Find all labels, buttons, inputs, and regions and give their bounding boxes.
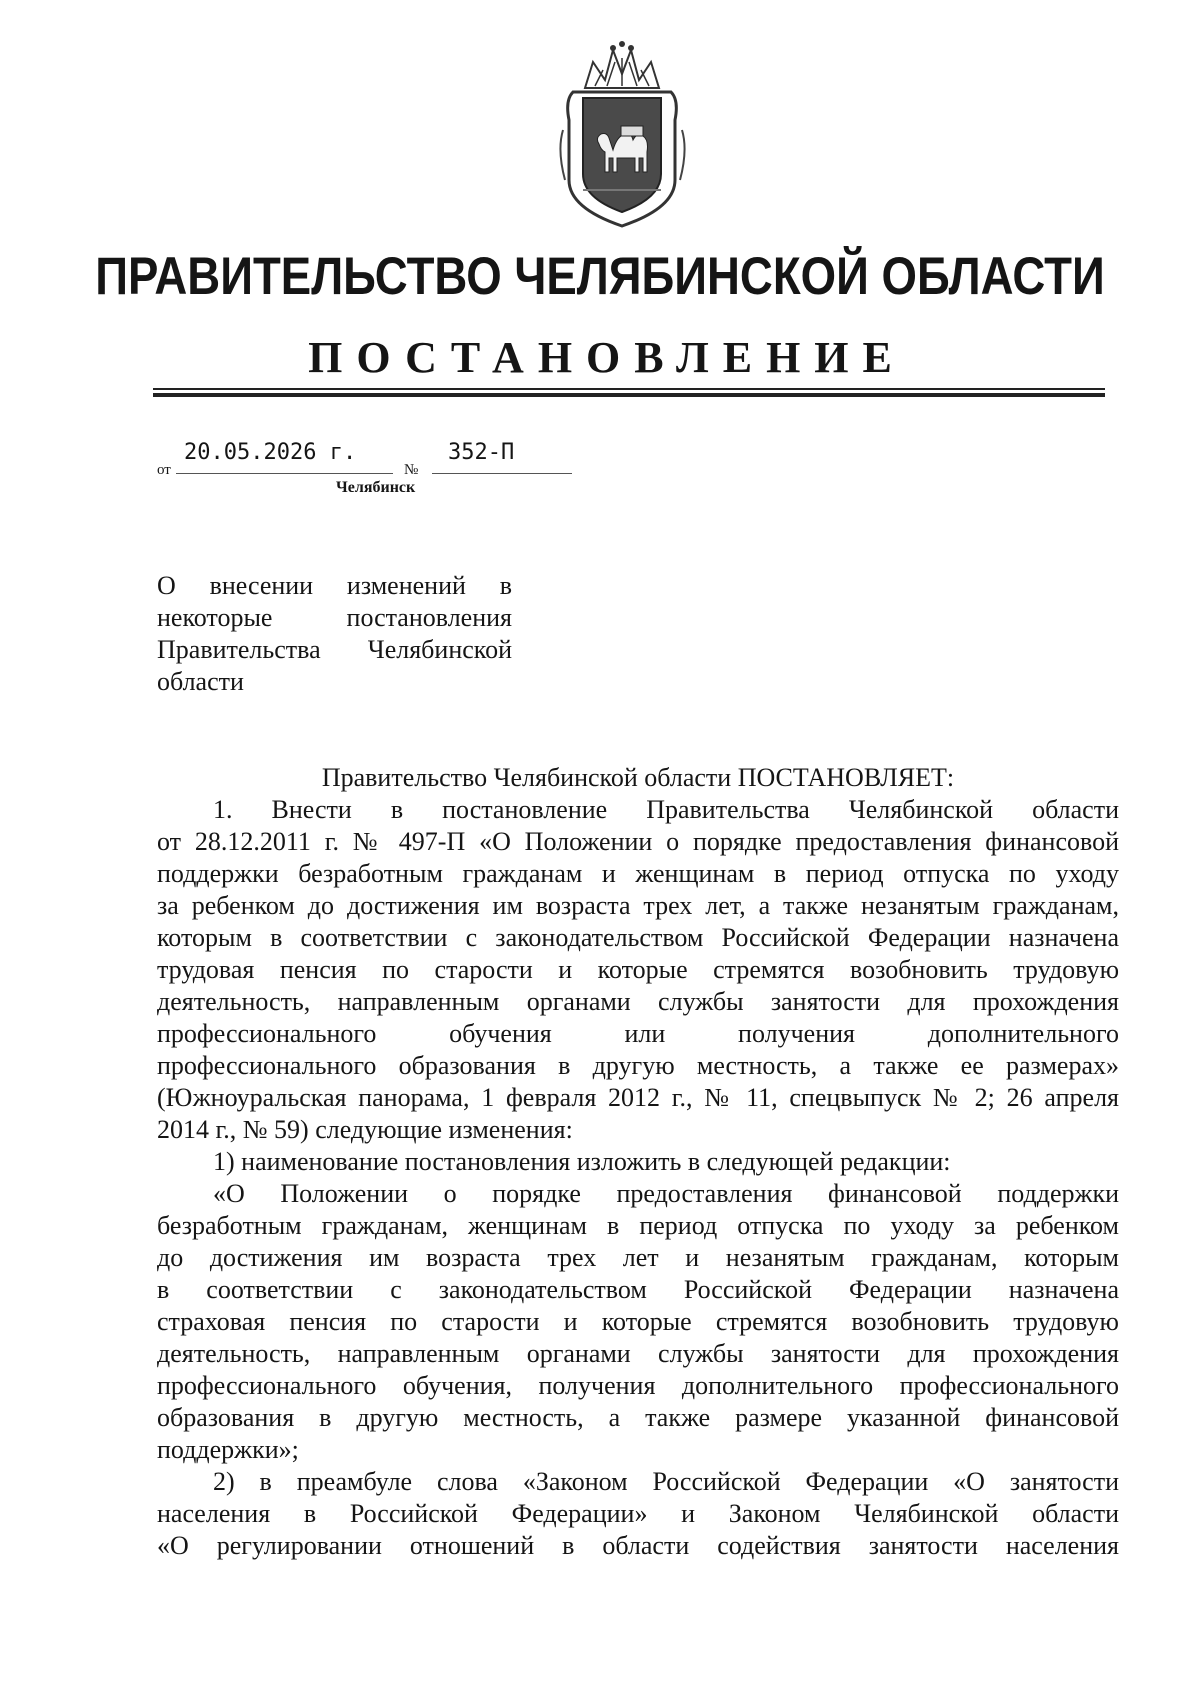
body-line: трудовая пенсия по старости и которые стремятся возобновить трудовую [157,955,1119,984]
subject-line: Правительства Челябинской [157,635,512,664]
body-line: деятельность, направленным органами службы занятости для прохождения [157,1339,1119,1368]
body-line: «О Положении о порядке предоставления финансовой поддержки [213,1179,1119,1208]
body-line: поддержки»; [157,1435,299,1464]
body-line: Правительство Челябинской области ПОСТАНОВЛЯЕТ: [321,763,955,792]
number-underline [432,473,572,474]
body-line: 2) в преамбуле слова «Законом Российской Федерации «О занятости [213,1467,1119,1496]
document-date: 20.05.2026 г. [184,440,357,465]
body-line: 2014 г., № 59) следующие изменения: [157,1115,573,1144]
body-line: поддержки безработным гражданам и женщинам в период отпуска по уходу [157,859,1119,888]
document-type: ПОСТАНОВЛЕНИЕ [308,333,906,382]
subject-line: О внесении изменений в [157,571,512,600]
header-rule-thin [153,388,1105,390]
body-line: «О регулировании отношений в области содействия занятости населения [157,1531,1119,1560]
subject-line: области [157,667,244,696]
coat-of-arms-icon [555,40,690,230]
body-line: безработным гражданам, женщинам в период отпуска по уходу за ребенком [157,1211,1119,1240]
body-line: до достижения им возраста трех лет и незанятым гражданам, которым [157,1243,1119,1272]
header-rule-thick [153,393,1105,397]
body-line: страховая пенсия по старости и которые стремятся возобновить трудовую [157,1307,1119,1336]
body-line: 1) наименование постановления изложить в следующей редакции: [213,1147,951,1176]
body-line: 1. Внести в постановление Правительства Челябинской области [213,795,1119,824]
body-line: образования в другую местность, а также размере указанной финансовой [157,1403,1119,1432]
body-line: деятельность, направленным органами службы занятости для прохождения [157,987,1119,1016]
document-body [157,762,1119,1562]
document-number: 352-П [448,440,515,465]
body-line: (Южноуральская панорама, 1 февраля 2012 г., № 11, спецвыпуск № 2; 26 апреля [157,1083,1119,1112]
body-line: профессионального обучения или получения дополнительного [157,1019,1119,1048]
date-prefix-label: от [157,462,171,478]
document-city: Челябинск [336,479,416,496]
date-underline [176,473,393,474]
body-line: за ребенком до достижения им возраста трех лет, а также незанятым гражданам, [157,891,1119,920]
subject-line: некоторые постановления [157,603,512,632]
organization-title: ПРАВИТЕЛЬСТВО ЧЕЛЯБИНСКОЙ ОБЛАСТИ [95,247,1105,306]
body-line: в соответствии с законодательством Российской Федерации назначена [157,1275,1119,1304]
body-line: профессионального образования в другую местность, а также ее размерах» [157,1051,1119,1080]
body-line: которым в соответствии с законодательством Российской Федерации назначена [157,923,1119,952]
body-line: профессионального обучения, получения дополнительного профессионального [157,1371,1119,1400]
document-subject [157,570,512,698]
body-line: населения в Российской Федерации» и Законом Челябинской области [157,1499,1119,1528]
body-line: от 28.12.2011 г. № 497-П «О Положении о порядке предоставления финансовой [157,827,1119,856]
number-prefix-label: № [404,462,419,478]
